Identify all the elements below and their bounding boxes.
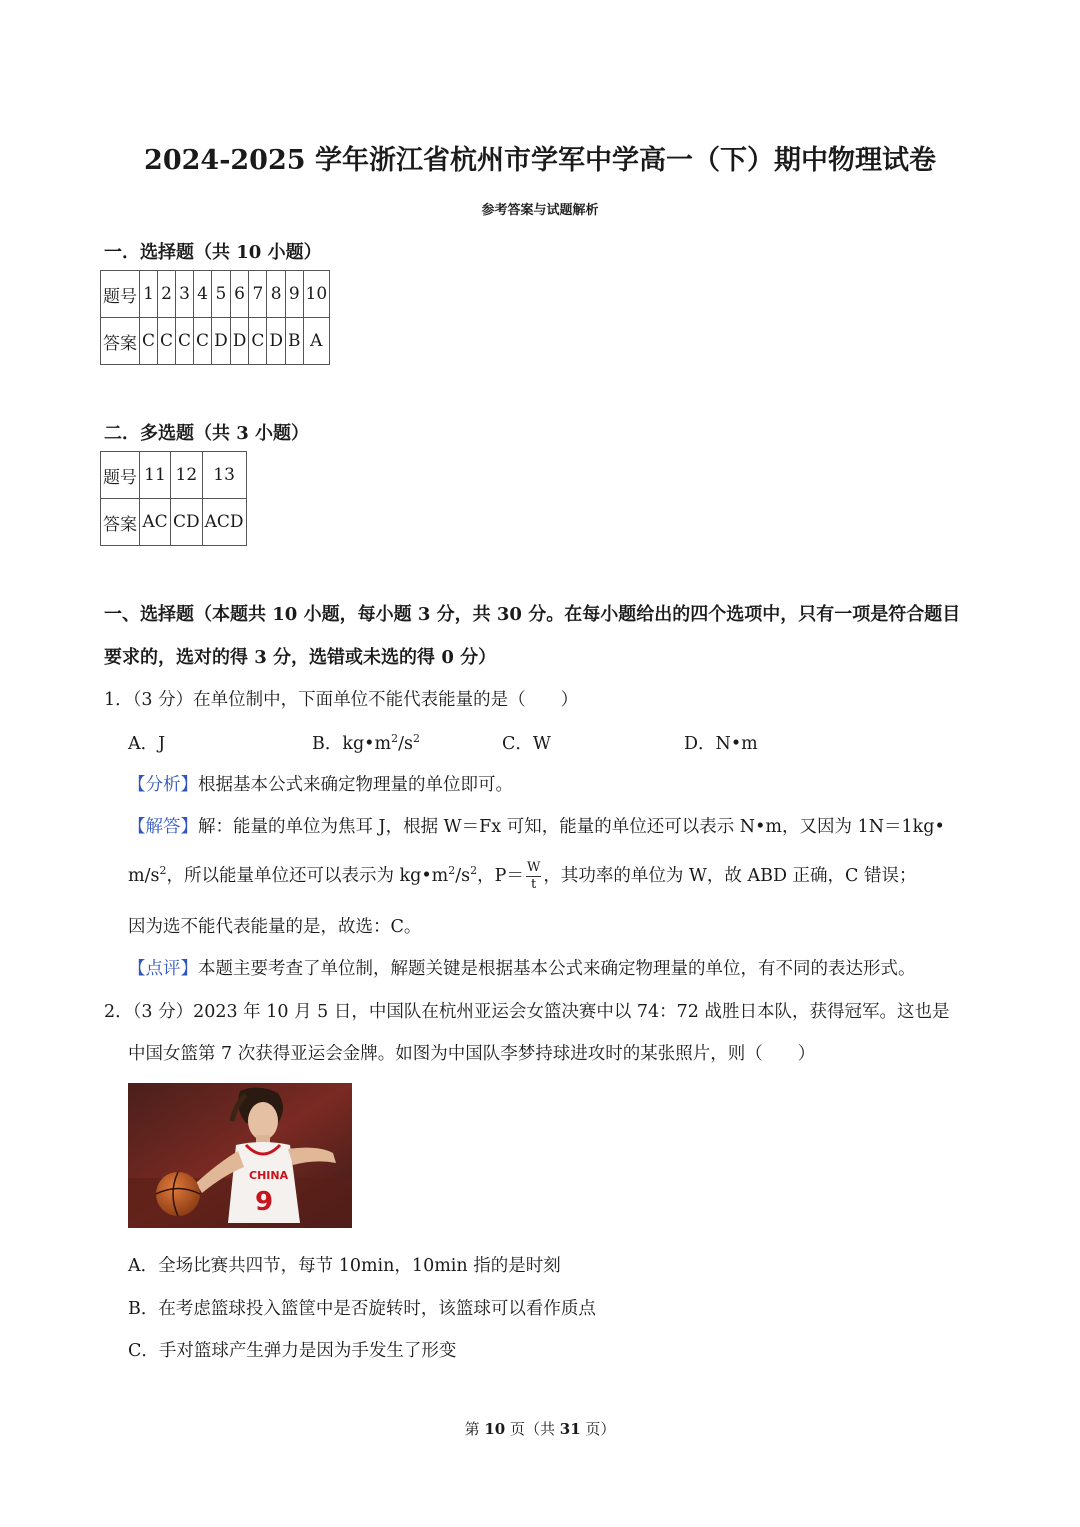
table-cell: D <box>212 318 231 365</box>
table-row <box>101 271 330 318</box>
answer-table-single <box>100 270 330 365</box>
solution-text: ，所以能量单位还可以表示为 kg•m <box>166 865 449 886</box>
superscript: 2 <box>448 864 456 877</box>
jersey-text: CHINA <box>249 1169 289 1182</box>
table-cell: C <box>140 318 158 365</box>
total-pages: 31 <box>559 1420 581 1438</box>
q1-comment <box>128 955 916 980</box>
table-cell: C <box>249 318 267 365</box>
q1-option-b-text: /s <box>398 734 413 754</box>
row-label: 题号 <box>101 452 140 499</box>
superscript: 2 <box>391 732 399 746</box>
table-cell: AC <box>140 499 171 546</box>
section1-heading: 一．选择题（共 10 小题） <box>104 242 322 263</box>
comment-tag: 【点评】 <box>128 959 198 979</box>
solution-tag: 【解答】 <box>128 817 198 837</box>
q1-solution-line1 <box>128 813 945 838</box>
power-fraction <box>526 860 541 893</box>
table-cell: 11 <box>140 452 171 499</box>
page-number: 10 <box>484 1420 506 1438</box>
q2-stem-line2: 中国女篮第 7 次获得亚运会金牌。如图为中国队李梦持球进攻时的某张照片，则（ ） <box>128 1044 816 1064</box>
fraction-numerator: W <box>526 859 541 875</box>
analysis-tag: 【分析】 <box>128 775 198 795</box>
document-title: 2024-2025 学年浙江省杭州市学军中学高一（下）期中物理试卷 <box>144 145 936 176</box>
q2-stem-line1: 2．（3 分）2023 年 10 月 5 日，中国队在杭州亚运会女篮决赛中以 74：72 战胜日本队，获得冠军。这也是 <box>104 1002 950 1022</box>
row-label: 答案 <box>101 318 140 365</box>
q1-solution-line2 <box>128 851 916 896</box>
table-cell: C <box>158 318 176 365</box>
q1-option-c: C．W <box>502 734 551 754</box>
fraction-denominator: t <box>531 876 537 892</box>
table-cell: 4 <box>194 271 212 318</box>
q2-option-b: B．在考虑篮球投入篮筐中是否旋转时，该篮球可以看作质点 <box>128 1299 596 1319</box>
basketball-player-photo <box>128 1083 352 1228</box>
table-cell: C <box>194 318 212 365</box>
q1-option-b-text: B．kg•m <box>312 734 392 754</box>
table-cell: C <box>176 318 194 365</box>
table-cell: 5 <box>212 271 231 318</box>
solution-text: /s <box>455 865 471 886</box>
part-heading-line1: 一、选择题（本题共 10 小题，每小题 3 分，共 30 分。在每小题给出的四个选项中，只有一项是符合题目 <box>104 604 961 625</box>
table-cell: 13 <box>202 452 246 499</box>
table-cell: D <box>230 318 249 365</box>
footer-text: 页（共 <box>505 1420 560 1438</box>
table-cell: 3 <box>176 271 194 318</box>
analysis-text: 根据基本公式来确定物理量的单位即可。 <box>198 775 513 795</box>
solution-text: ，P＝ <box>477 865 524 886</box>
q1-analysis <box>128 771 513 796</box>
q1-option-a: A．J <box>128 734 166 754</box>
q2-option-c: C．手对篮球产生弹力是因为手发生了形变 <box>128 1341 457 1361</box>
solution-text: 解：能量的单位为焦耳 J，根据 W＝Fx 可知，能量的单位还可以表示 N•m，又因为 1N＝1kg• <box>198 817 945 837</box>
solution-text: ，其功率的单位为 W，故 ABD 正确，C 错误； <box>543 865 917 886</box>
table-cell: A <box>303 318 330 365</box>
table-cell: 2 <box>158 271 176 318</box>
answer-table-multi <box>100 451 247 546</box>
q2-option-a: A．全场比赛共四节，每节 10min，10min 指的是时刻 <box>128 1256 561 1276</box>
superscript: 2 <box>470 864 478 877</box>
table-row <box>101 318 330 365</box>
section2-heading: 二．多选题（共 3 小题） <box>104 423 310 444</box>
superscript: 2 <box>412 732 420 746</box>
footer-text: 页） <box>580 1420 616 1438</box>
table-cell: ACD <box>202 499 246 546</box>
row-label: 答案 <box>101 499 140 546</box>
basketball-player-illustration <box>128 1083 352 1228</box>
table-cell: B <box>286 318 304 365</box>
q1-option-b <box>312 730 420 755</box>
document-subtitle: 参考答案与试题解析 <box>481 203 599 218</box>
table-cell: 8 <box>267 271 286 318</box>
footer-text: 第 <box>464 1420 485 1438</box>
superscript: 2 <box>159 864 167 877</box>
table-cell: 6 <box>230 271 249 318</box>
comment-text: 本题主要考查了单位制，解题关键是根据基本公式来确定物理量的单位，有不同的表达形式。 <box>198 959 916 979</box>
part-heading-line2: 要求的，选对的得 3 分，选错或未选的得 0 分） <box>104 647 497 668</box>
q1-solution-line3: 因为选不能代表能量的是，故选：C。 <box>128 917 422 937</box>
q1-option-d: D．N•m <box>684 734 758 754</box>
table-cell: 7 <box>249 271 267 318</box>
table-cell: 9 <box>286 271 304 318</box>
q1-stem: 1．（3 分）在单位制中，下面单位不能代表能量的是（ ） <box>104 690 579 710</box>
table-cell: D <box>267 318 286 365</box>
table-cell: 1 <box>140 271 158 318</box>
table-row <box>101 452 247 499</box>
table-cell: 12 <box>171 452 203 499</box>
table-row <box>101 499 247 546</box>
table-cell: CD <box>171 499 203 546</box>
solution-text: m/s <box>128 865 160 886</box>
page-footer <box>0 1418 1080 1439</box>
table-cell: 10 <box>303 271 330 318</box>
row-label: 题号 <box>101 271 140 318</box>
jersey-number: 9 <box>255 1187 274 1217</box>
